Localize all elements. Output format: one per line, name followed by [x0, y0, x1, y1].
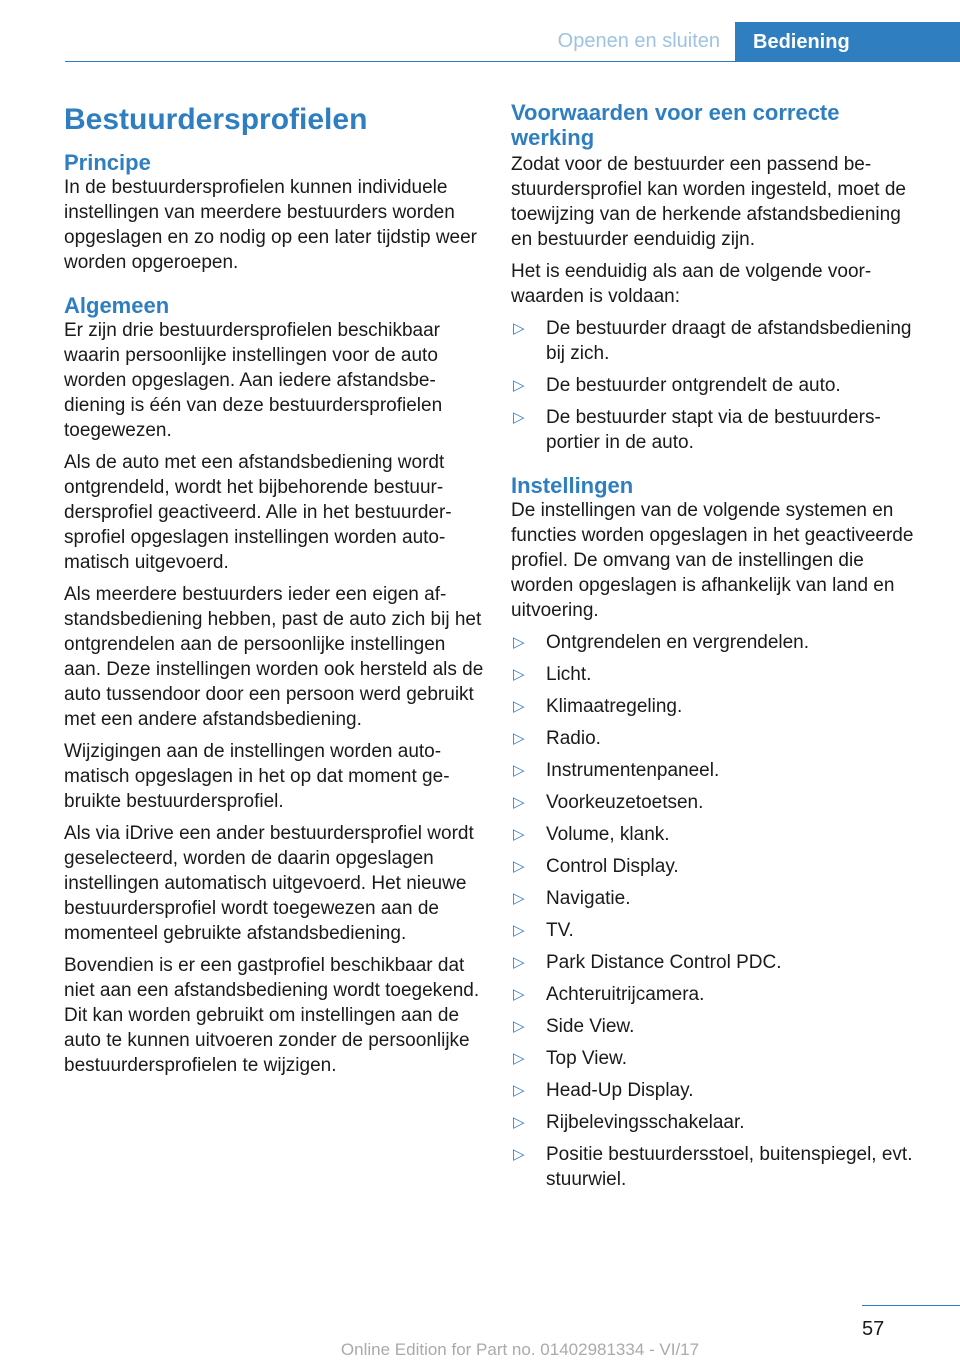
triangle-bullet-icon: ▷	[513, 922, 525, 939]
section-tab[interactable]: Openen en sluiten	[557, 30, 720, 52]
page-number: 57	[862, 1318, 885, 1340]
list-item-text: TV.	[546, 920, 574, 941]
list-item-text: Positie bestuurdersstoel, buitenspiegel, evt. stuurwiel.	[546, 1144, 913, 1190]
voorwaarden-intro: Het is eenduidig als aan de volgende voorwaarden is voldaan:	[511, 261, 872, 307]
page-title: Bestuurdersprofielen	[64, 103, 368, 136]
triangle-bullet-icon: ▷	[513, 858, 525, 875]
list-item	[511, 886, 923, 911]
list-item	[511, 950, 923, 975]
triangle-bullet-icon: ▷	[513, 320, 525, 337]
triangle-bullet-icon: ▷	[513, 377, 525, 394]
triangle-bullet-icon: ▷	[513, 1082, 525, 1099]
page-header	[0, 0, 960, 62]
footer-edition: Online Edition for Part no. 01402981334 - VI/17	[340, 1340, 700, 1359]
triangle-bullet-icon: ▷	[513, 1146, 525, 1163]
list-item-text: Voorkeuzetoetsen.	[546, 792, 704, 813]
list-item-text: Volume, klank.	[546, 824, 670, 845]
voorwaarden-text: Zodat voor de bestuurder een passend bestuurdersprofiel kan worden ingesteld, moet de toewijzing van de herkende afstandsbediening en bestuurder eenduidig zijn.	[511, 154, 907, 250]
list-item	[511, 982, 923, 1007]
list-item-text: Navigatie.	[546, 888, 631, 909]
list-item	[511, 726, 923, 751]
triangle-bullet-icon: ▷	[513, 1114, 525, 1131]
principe-heading: Principe	[64, 150, 151, 175]
paragraph: Als via iDrive een ander bestuurdersprofiel wordt geselecteerd, worden de daarin opgeslagen instellingen automatisch uitgevoerd. Het nieuwe bestuurdersprofiel wordt toegewezen aan de momenteel gebruikte afstandsbediening.	[64, 823, 474, 944]
list-item	[511, 790, 923, 815]
list-item-text: Licht.	[546, 664, 592, 685]
list-item	[511, 316, 923, 366]
list-item	[511, 918, 923, 943]
paragraph: Er zijn drie bestuurdersprofielen beschikbaar waarin persoonlijke instellingen voor de auto worden opgeslagen. Aan iedere afstandsbediening is één van deze bestuurdersprofielen toegewezen.	[64, 320, 443, 441]
header-divider	[65, 61, 960, 62]
list-item	[511, 1078, 923, 1103]
page-number-divider	[862, 1305, 960, 1306]
voorwaarden-heading: Voorwaarden voor een correcte werking	[511, 100, 840, 150]
principe-text: In de bestuurdersprofielen kunnen individuele instellingen van meerdere bestuurders worden opgeslagen en zo nodig op een later tijdstip weer worden opgeroepen.	[64, 177, 478, 273]
algemeen-heading: Algemeen	[64, 293, 170, 318]
list-item	[511, 854, 923, 879]
list-item-text: De bestuurder ontgrendelt de auto.	[546, 375, 841, 396]
list-item-text: Klimaatregeling.	[546, 696, 683, 717]
triangle-bullet-icon: ▷	[513, 794, 525, 811]
triangle-bullet-icon: ▷	[513, 826, 525, 843]
instellingen-list	[511, 630, 923, 1192]
paragraph: Als de auto met een afstandsbediening wordt ontgrendeld, wordt het bijbehorende bestuurdersprofiel geactiveerd. Alle in het bestuurdersprofiel opgeslagen instellingen worden automatisch uitgevoerd.	[64, 452, 452, 573]
list-item	[511, 630, 923, 655]
triangle-bullet-icon: ▷	[513, 762, 525, 779]
list-item	[511, 1110, 923, 1135]
triangle-bullet-icon: ▷	[513, 954, 525, 971]
list-item	[511, 405, 923, 455]
instellingen-text: De instellingen van de volgende systemen en functies worden opgeslagen in het geactiveerde profiel. De omvang van de instellingen die worden opgeslagen is afhankelijk van land en uitvoering.	[511, 500, 914, 621]
list-item-text: Radio.	[546, 728, 601, 749]
list-item-text: Rijbelevingsschakelaar.	[546, 1112, 745, 1133]
list-item	[511, 694, 923, 719]
list-item	[511, 822, 923, 847]
list-item-text: Ontgrendelen en vergrendelen.	[546, 632, 810, 653]
list-item-text: Park Distance Control PDC.	[546, 952, 782, 973]
list-item	[511, 1046, 923, 1071]
chapter-tab[interactable]	[735, 22, 960, 62]
paragraph: Als meerdere bestuurders ieder een eigen afstandsbediening hebben, past de auto zich bij het ontgrendelen aan de persoonlijke instellingen aan. Deze instellingen worden ook hersteld als de auto tussendoor door een persoon werd gebruikt met een andere afstandsbediening.	[64, 584, 484, 730]
triangle-bullet-icon: ▷	[513, 666, 525, 683]
list-item-text: Top View.	[546, 1048, 627, 1069]
list-item	[511, 662, 923, 687]
triangle-bullet-icon: ▷	[513, 890, 525, 907]
left-column	[64, 100, 484, 1085]
list-item	[511, 758, 923, 783]
paragraph: Wijzigingen aan de instellingen worden automatisch opgeslagen in het op dat moment gebruikte bestuurdersprofiel.	[64, 741, 450, 812]
list-item-text: Side View.	[546, 1016, 635, 1037]
triangle-bullet-icon: ▷	[513, 634, 525, 651]
triangle-bullet-icon: ▷	[513, 730, 525, 747]
list-item-text: De bestuurder stapt via de bestuurdersportier in de auto.	[546, 407, 881, 453]
triangle-bullet-icon: ▷	[513, 698, 525, 715]
paragraph: Bovendien is er een gastprofiel beschikbaar dat niet aan een afstandsbediening wordt toegekend. Dit kan worden gebruikt om instellingen aan de auto te kunnen uitvoeren zonder de persoonlijke bestuurdersprofielen te wijzigen.	[64, 955, 480, 1076]
voorwaarden-list	[511, 316, 923, 455]
list-item-text: Head-Up Display.	[546, 1080, 694, 1101]
list-item-text: De bestuurder draagt de afstandsbediening bij zich.	[546, 318, 912, 364]
list-item	[511, 1014, 923, 1039]
triangle-bullet-icon: ▷	[513, 986, 525, 1003]
triangle-bullet-icon: ▷	[513, 1018, 525, 1035]
chapter-tab-label: Bediening	[753, 30, 850, 53]
instellingen-heading: Instellingen	[511, 473, 634, 498]
list-item-text: Control Display.	[546, 856, 679, 877]
list-item	[511, 373, 923, 398]
list-item-text: Instrumentenpaneel.	[546, 760, 720, 781]
triangle-bullet-icon: ▷	[513, 1050, 525, 1067]
triangle-bullet-icon: ▷	[513, 409, 525, 426]
right-column	[511, 100, 923, 1199]
list-item-text: Achteruitrijcamera.	[546, 984, 705, 1005]
list-item	[511, 1142, 923, 1192]
